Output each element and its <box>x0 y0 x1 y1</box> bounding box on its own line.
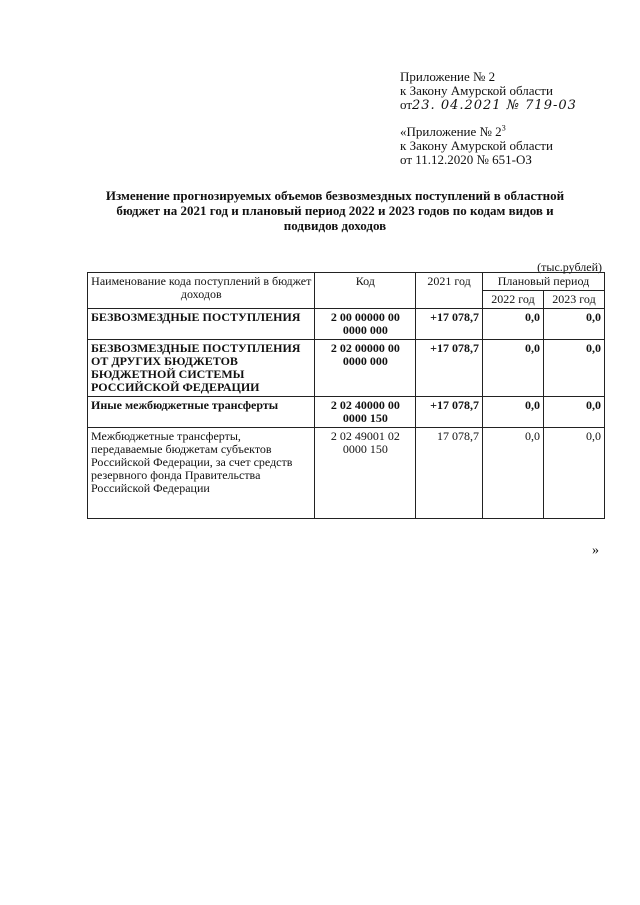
row-code: 2 02 40000 00 0000 150 <box>315 397 416 428</box>
amended-appendix-law-ref: к Закону Амурской области <box>400 138 553 153</box>
row-2021: 17 078,7 <box>416 428 483 519</box>
header-plan-period: Плановый период <box>483 273 605 291</box>
row-name: Иные межбюджетные трансферты <box>88 397 315 428</box>
appendix-number: Приложение № 2 <box>400 69 496 84</box>
table-row <box>88 397 605 428</box>
row-2021: +17 078,7 <box>416 397 483 428</box>
row-2022: 0,0 <box>483 397 544 428</box>
row-code: 2 02 49001 02 0000 150 <box>315 428 416 519</box>
appendix-date-prefix: от <box>400 97 413 112</box>
row-2021: +17 078,7 <box>416 340 483 397</box>
document-title: Изменение прогнозируемых объемов безвозмездных поступлений в областной бюджет на 2021 год и плановый период 2022 и 2023 годов по кодам видов и подвидов доходов <box>105 188 565 233</box>
table-row <box>88 309 605 340</box>
units-label: (тыс.рублей) <box>537 260 602 274</box>
row-2023: 0,0 <box>543 428 604 519</box>
row-2021: +17 078,7 <box>416 309 483 340</box>
amended-appendix-header <box>400 125 553 167</box>
amended-appendix-number-main: «Приложение № 2 <box>400 124 502 139</box>
table-row <box>88 428 605 519</box>
row-2023: 0,0 <box>543 309 604 340</box>
closing-quote: » <box>592 543 599 558</box>
handwritten-date: 23. 04.2021 № 719-03 <box>412 98 577 113</box>
row-code: 2 00 00000 00 0000 000 <box>315 309 416 340</box>
header-2022: 2022 год <box>483 291 544 309</box>
amended-appendix-number-sup: 3 <box>501 123 506 133</box>
amended-appendix-date: от 11.12.2020 № 651-ОЗ <box>400 152 532 167</box>
header-code: Код <box>315 273 416 309</box>
row-2023: 0,0 <box>543 397 604 428</box>
header-2021: 2021 год <box>416 273 483 309</box>
row-2022: 0,0 <box>483 428 544 519</box>
table-row <box>88 340 605 397</box>
appendix-date-line <box>400 98 577 113</box>
row-2023: 0,0 <box>543 340 604 397</box>
revenue-table <box>87 272 605 519</box>
header-2023: 2023 год <box>543 291 604 309</box>
header-name: Наименование кода поступлений в бюджет доходов <box>88 273 315 309</box>
appendix-header <box>400 70 577 113</box>
row-name: Межбюджетные трансферты, передаваемые бюджетам субъектов Российской Федерации, за счет средств резервного фонда Правительства Российской Федерации <box>88 428 315 519</box>
row-2022: 0,0 <box>483 340 544 397</box>
amended-appendix-number <box>400 125 553 139</box>
row-name: БЕЗВОЗМЕЗДНЫЕ ПОСТУПЛЕНИЯ <box>88 309 315 340</box>
row-code: 2 02 00000 00 0000 000 <box>315 340 416 397</box>
row-2022: 0,0 <box>483 309 544 340</box>
row-name: БЕЗВОЗМЕЗДНЫЕ ПОСТУПЛЕНИЯ ОТ ДРУГИХ БЮДЖЕТОВ БЮДЖЕТНОЙ СИСТЕМЫ РОССИЙСКОЙ ФЕДЕРАЦИИ <box>88 340 315 397</box>
appendix-law-ref: к Закону Амурской области <box>400 83 553 98</box>
